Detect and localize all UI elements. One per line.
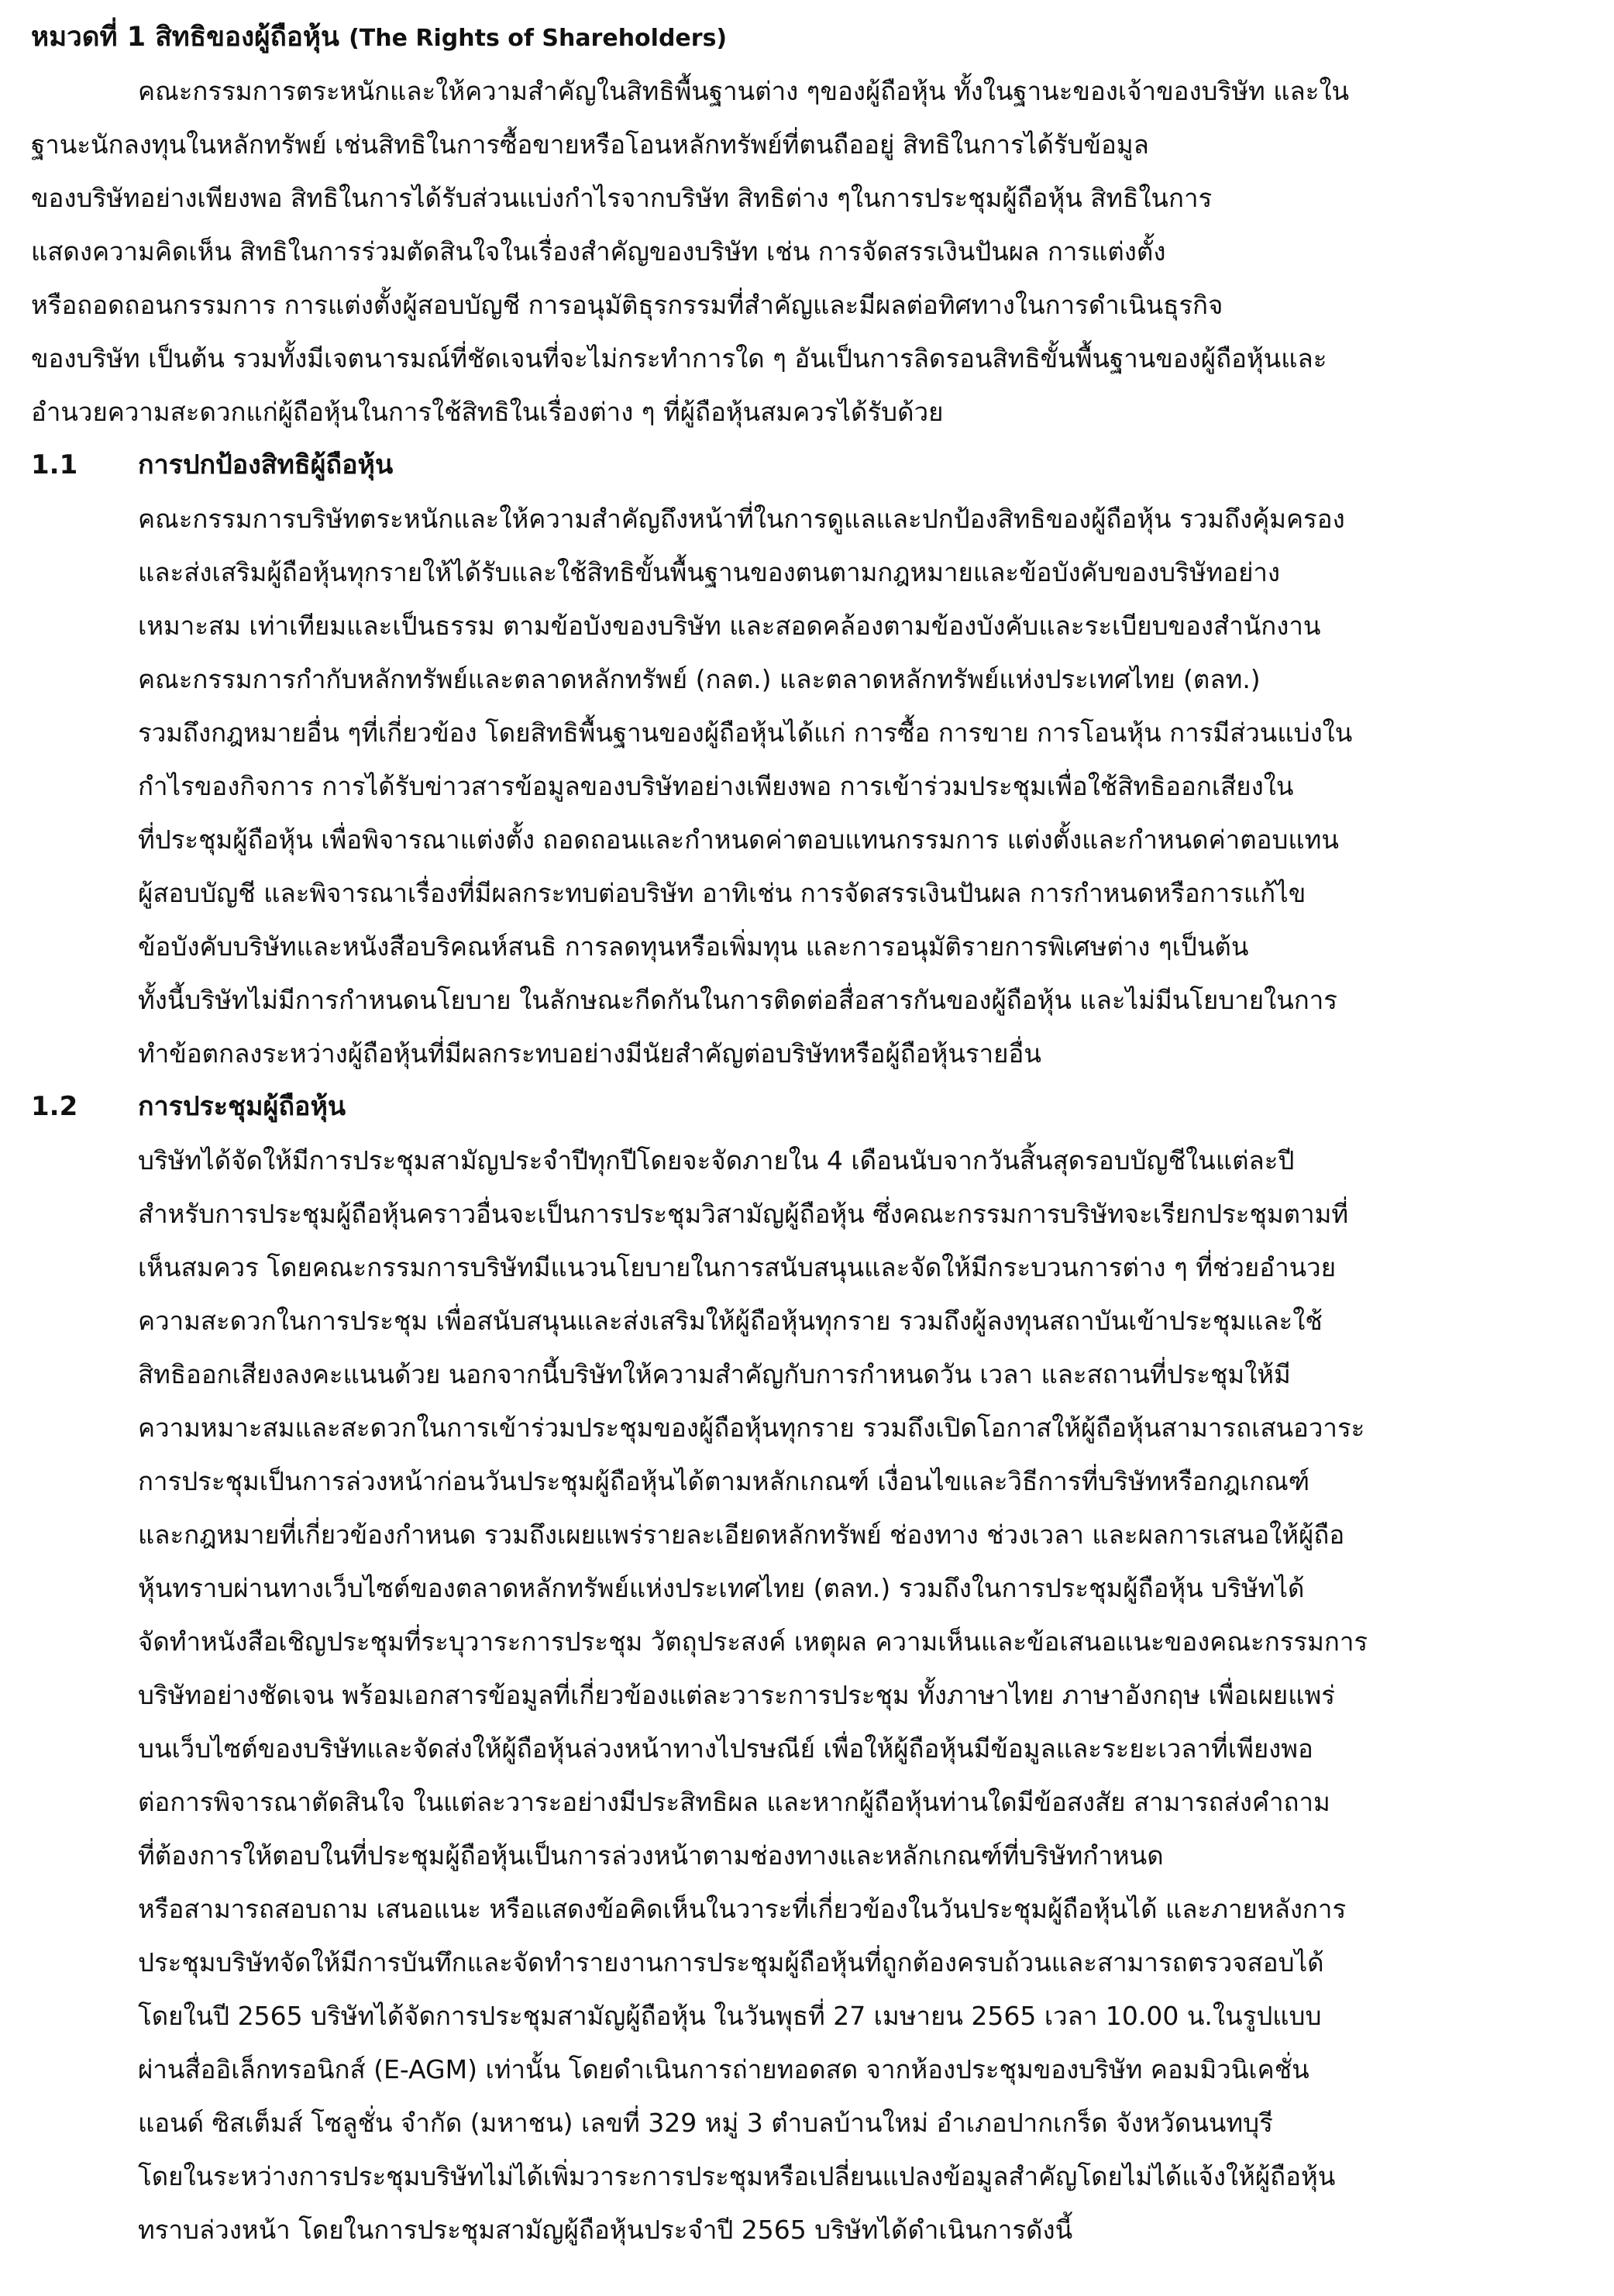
paragraph-line: ความหมาะสมและสะดวกในการเข้าร่วมประชุมของผู้ถือหุ้นทุกราย รวมถึงเปิดโอกาสให้ผู้ถือหุ้นสามารถเสนอวาระ xyxy=(138,1413,1365,1443)
paragraph-line: ที่ประชุมผู้ถือหุ้น เพื่อพิจารณาแต่งตั้ง ถอดถอนและกำหนดค่าตอบแทนกรรมการ แต่งตั้งและกำหนดค่าตอบแทน xyxy=(138,824,1339,855)
paragraph-line: แอนด์ ซิสเต็มส์ โซลูชั่น จำกัด (มหาชน) เลขที่ 329 หมู่ 3 ตำบลบ้านใหม่ อำเภอปากเกร็ด จังหวัดนนทบุรี xyxy=(138,2108,1273,2138)
paragraph-line: สำหรับการประชุมผู้ถือหุ้นคราวอื่นจะเป็นการประชุมวิสามัญผู้ถือหุ้น ซึ่งคณะกรรมการบริษัทจะเรียกประชุมตามที่ xyxy=(138,1199,1349,1229)
paragraph-line: ความสะดวกในการประชุม เพื่อสนับสนุนและส่งเสริมให้ผู้ถือหุ้นทุกราย รวมถึงผู้ลงทุนสถาบันเข้าประชุมและใช้ xyxy=(138,1306,1323,1336)
chapter-title-english: (The Rights of Shareholders) xyxy=(349,25,728,52)
section-1-2 xyxy=(31,1080,1587,2256)
paragraph-line: เห็นสมควร โดยคณะกรรมการบริษัทมีแนวนโยบายในการสนับสนุนและจัดให้มีกระบวนการต่าง ๆ ที่ช่วยอำนวย xyxy=(138,1252,1337,1282)
section-heading xyxy=(31,1080,1587,1134)
paragraph-line: ทำข้อตกลงระหว่างผู้ถือหุ้นที่มีผลกระทบอย่างมีนัยสำคัญต่อบริษัทหรือผู้ถือหุ้นรายอื่น xyxy=(138,1038,1041,1069)
paragraph-line: บนเว็บไซต์ของบริษัทและจัดส่งให้ผู้ถือหุ้นล่วงหน้าทางไปรษณีย์ เพื่อให้ผู้ถือหุ้นมีข้อมูลและระยะเวลาที่เพียงพอ xyxy=(138,1733,1313,1764)
chapter-title xyxy=(31,11,1587,64)
paragraph-line: บริษัทอย่างชัดเจน พร้อมเอกสารข้อมูลที่เกี่ยวข้องแต่ละวาระการประชุม ทั้งภาษาไทย ภาษาอังกฤษ เพื่อเผยแพร่ xyxy=(138,1680,1336,1710)
section-number: 1.1 xyxy=(31,449,78,480)
section-heading xyxy=(31,439,1587,492)
paragraph-line: และส่งเสริมผู้ถือหุ้นทุกรายให้ได้รับและใช้สิทธิขั้นพื้นฐานของตนตามกฎหมายและข้อบังคับของบริษัทอย่าง xyxy=(138,557,1281,587)
paragraph-line: หรือสามารถสอบถาม เสนอแนะ หรือแสดงข้อคิดเห็นในวาระที่เกี่ยวข้องในวันประชุมผู้ถือหุ้นได้ และภายหลังการ xyxy=(138,1894,1347,1924)
section-title: การปกป้องสิทธิผู้ถือหุ้น xyxy=(138,449,394,480)
paragraph-line: ทั้งนี้บริษัทไม่มีการกำหนดนโยบาย ในลักษณะกีดกันในการติดต่อสื่อสารกันของผู้ถือหุ้น และไม่มีนโยบายในการ xyxy=(138,985,1338,1015)
paragraph-line: ข้อบังคับบริษัทและหนังสือบริคณห์สนธิ การลดทุนหรือเพิ่มทุน และการอนุมัติรายการพิเศษต่าง ๆเป็นต้น xyxy=(138,931,1249,962)
paragraph-line: คณะกรรมการบริษัทตระหนักและให้ความสำคัญถึงหน้าที่ในการดูแลและปกป้องสิทธิของผู้ถือหุ้น รวมถึงคุ้มครอง xyxy=(138,504,1345,534)
paragraph-line: โดยในระหว่างการประชุมบริษัทไม่ได้เพิ่มวาระการประชุมหรือเปลี่ยนแปลงข้อมูลสำคัญโดยไม่ได้แจ้งให้ผู้ถือหุ้น xyxy=(138,2161,1336,2191)
paragraph-line: ที่ต้องการให้ตอบในที่ประชุมผู้ถือหุ้นเป็นการล่วงหน้าตามช่องทางและหลักเกณฑ์ที่บริษัทกำหนด xyxy=(138,1840,1164,1871)
paragraph-line: ผ่านสื่ออิเล็กทรอนิกส์ (E-AGM) เท่านั้น โดยดำเนินการถ่ายทอดสด จากห้องประชุมของบริษัท คอมมิวนิเคชั่น xyxy=(138,2054,1309,2084)
paragraph-line: อำนวยความสะดวกแก่ผู้ถือหุ้นในการใช้สิทธิในเรื่องต่าง ๆ ที่ผู้ถือหุ้นสมควรได้รับด้วย xyxy=(31,397,944,427)
section-number: 1.2 xyxy=(31,1091,78,1122)
paragraph-line: ฐานะนักลงทุนในหลักทรัพย์ เช่นสิทธิในการซื้อขายหรือโอนหลักทรัพย์ที่ตนถืออยู่ สิทธิในการได้รับข้อมูล xyxy=(31,129,1149,160)
paragraph-line: ประชุมบริษัทจัดให้มีการบันทึกและจัดทำรายงานการประชุมผู้ถือหุ้นที่ถูกต้องครบถ้วนและสามารถตรวจสอบได้ xyxy=(138,1947,1324,1978)
paragraph-line: ทราบล่วงหน้า โดยในการประชุมสามัญผู้ถือหุ้นประจำปี 2565 บริษัทได้ดำเนินการดังนี้ xyxy=(138,2215,1073,2245)
paragraph-line: ของบริษัทอย่างเพียงพอ สิทธิในการได้รับส่วนแบ่งกำไรจากบริษัท สิทธิต่าง ๆในการประชุมผู้ถือหุ้น สิทธิในการ xyxy=(31,183,1213,213)
paragraph-line: แสดงความคิดเห็น สิทธิในการร่วมตัดสินใจในเรื่องสำคัญของบริษัท เช่น การจัดสรรเงินปันผล การแต่งตั้ง xyxy=(31,236,1166,267)
paragraph-line: ของบริษัท เป็นต้น รวมทั้งมีเจตนารมณ์ที่ชัดเจนที่จะไม่กระทำการใด ๆ อันเป็นการลิดรอนสิทธิขั้นพื้นฐานของผู้ถือหุ้นและ xyxy=(31,343,1327,373)
paragraph-line: ผู้สอบบัญชี และพิจารณาเรื่องที่มีผลกระทบต่อบริษัท อาทิเช่น การจัดสรรเงินปันผล การกำหนดหรือการแก้ไข xyxy=(138,878,1306,908)
paragraph-line: คณะกรรมการตระหนักและให้ความสำคัญในสิทธิพื้นฐานต่าง ๆของผู้ถือหุ้น ทั้งในฐานะของเจ้าของบริษัท และใน xyxy=(138,76,1350,106)
paragraph-line: หุ้นทราบผ่านทางเว็บไซต์ของตลาดหลักทรัพย์แห่งประเทศไทย (ตลท.) รวมถึงในการประชุมผู้ถือหุ้น บริษัทได้ xyxy=(138,1573,1305,1603)
document-page xyxy=(31,11,1587,2256)
paragraph-line: กำไรของกิจการ การได้รับข่าวสารข้อมูลของบริษัทอย่างเพียงพอ การเข้าร่วมประชุมเพื่อใช้สิทธิออกเสียงใน xyxy=(138,771,1294,801)
paragraph-line: บริษัทได้จัดให้มีการประชุมสามัญประจำปีทุกปีโดยจะจัดภายใน 4 เดือนนับจากวันสิ้นสุดรอบบัญชีในแต่ละปี xyxy=(138,1145,1295,1176)
paragraph-line: เหมาะสม เท่าเทียมและเป็นธรรม ตามข้อบังของบริษัท และสอดคล้องตามข้องบังคับและระเบียบของสำนักงาน xyxy=(138,611,1321,641)
chapter-title-thai: หมวดที่ 1 สิทธิของผู้ถือหุ้น xyxy=(31,22,339,53)
paragraph-line: รวมถึงกฎหมายอื่น ๆที่เกี่ยวข้อง โดยสิทธิพื้นฐานของผู้ถือหุ้นได้แก่ การซื้อ การขาย การโอนหุ้น การมีส่วนแบ่งใน xyxy=(138,718,1353,748)
paragraph-line: คณะกรรมการกำกับหลักทรัพย์และตลาดหลักทรัพย์ (กลต.) และตลาดหลักทรัพย์แห่งประเทศไทย (ตลท.) xyxy=(138,664,1261,694)
paragraph-line: หรือถอดถอนกรรมการ การแต่งตั้งผู้สอบบัญชี การอนุมัติธุรกรรมที่สำคัญและมีผลต่อทิศทางในการดำเนินธุรกิจ xyxy=(31,290,1223,320)
paragraph-line: และกฎหมายที่เกี่ยวข้องกำหนด รวมถึงเผยแพร่รายละเอียดหลักทรัพย์ ช่องทาง ช่วงเวลา และผลการเสนอให้ผู้ถือ xyxy=(138,1520,1345,1550)
paragraph-line: โดยในปี 2565 บริษัทได้จัดการประชุมสามัญผู้ถือหุ้น ในวันพุธที่ 27 เมษายน 2565 เวลา 10.00 น.ในรูปแบบ xyxy=(138,2001,1322,2031)
paragraph-line: สิทธิออกเสียงลงคะแนนด้วย นอกจากนี้บริษัทให้ความสำคัญกับการกำหนดวัน เวลา และสถานที่ประชุมให้มี xyxy=(138,1359,1291,1389)
section-title: การประชุมผู้ถือหุ้น xyxy=(138,1091,346,1122)
section-1-1 xyxy=(31,439,1587,1080)
paragraph-line: จัดทำหนังสือเชิญประชุมที่ระบุวาระการประชุม วัตถุประสงค์ เหตุผล ความเห็นและข้อเสนอแนะของคณะกรรมการ xyxy=(138,1626,1368,1657)
paragraph-line: ต่อการพิจารณาตัดสินใจ ในแต่ละวาระอย่างมีประสิทธิผล และหากผู้ถือหุ้นท่านใดมีข้อสงสัย สามารถส่งคำถาม xyxy=(138,1787,1330,1817)
chapter-intro-paragraph xyxy=(31,64,1587,439)
paragraph-line: การประชุมเป็นการล่วงหน้าก่อนวันประชุมผู้ถือหุ้นได้ตามหลักเกณฑ์ เงื่อนไขและวิธีการที่บริษัทหรือกฎเกณฑ์ xyxy=(138,1466,1310,1496)
